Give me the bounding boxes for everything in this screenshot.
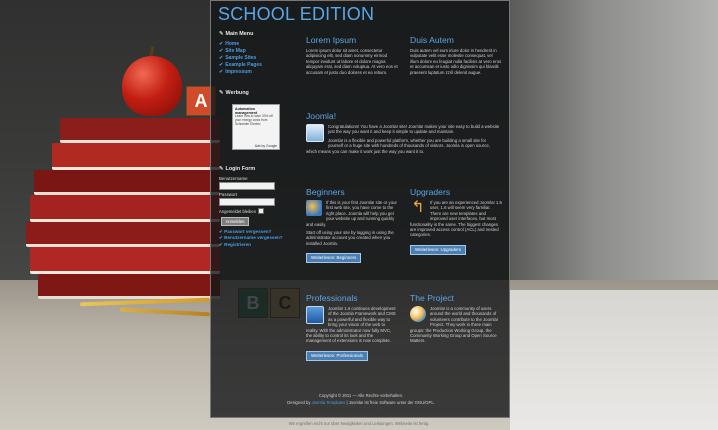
menu-item-label: Example Pages <box>225 62 262 68</box>
beginners-article <box>306 187 398 264</box>
letter-block: A <box>186 86 216 116</box>
read-more-professionals-button[interactable]: Weiterlesen: Professionals <box>306 351 368 361</box>
main-menu-title <box>219 31 291 37</box>
check-icon: ✔ <box>219 55 224 61</box>
upgrade-arrow-icon: ↰ <box>411 199 425 216</box>
remember-me <box>219 208 291 214</box>
check-icon: ✔ <box>219 235 225 241</box>
main-menu-title-text: Main Menu <box>225 31 254 37</box>
link-label: Passwort vergessen? <box>224 229 272 234</box>
book <box>34 170 220 195</box>
desk-right <box>510 290 718 430</box>
menu-item-example-pages[interactable] <box>219 62 291 69</box>
sidebar <box>219 31 291 248</box>
background-right <box>510 0 718 300</box>
menu-item-site-map[interactable] <box>219 48 291 55</box>
link-label: Registrieren <box>224 241 251 247</box>
footer-credit-link[interactable]: Joomla Templates <box>311 400 346 405</box>
ad-text: Learn how to save 30% off your energy costs from Schneider Electric <box>235 114 273 126</box>
menu-item-impressum[interactable] <box>219 69 291 76</box>
upgraders-title[interactable]: Upgraders <box>410 187 451 197</box>
book <box>26 222 220 247</box>
footer-credit-suffix: | Joomla! ist freie Software unter der GNU/GPL. <box>346 400 435 405</box>
project-title[interactable]: The Project <box>410 293 454 303</box>
menu-item-sample-sites[interactable] <box>219 55 291 62</box>
pin-icon: ✎ <box>219 90 224 96</box>
professional-icon <box>306 306 324 324</box>
footer-credit <box>211 400 511 405</box>
menu-item-label: Impressum <box>225 69 252 75</box>
book <box>38 274 220 299</box>
professionals-text: Joomla! 1.6 continues development of the Joomla Framework and CMS as a powerful and flexible way to bring your vision of the web to reality. With the administrator now fully MVC, the ability to control its look and the management of extensions is now complete. <box>306 306 396 344</box>
pin-icon: ✎ <box>219 166 224 172</box>
bottom-credit: Wir ergreifen nicht nur über Neuigkeiten und Leistungen, Webseite ist fertig. <box>288 421 430 426</box>
link-label: Benutzername vergessen? <box>224 235 283 241</box>
book <box>60 118 220 143</box>
duis-autem-article <box>410 35 502 75</box>
menu-item-label: Site Map <box>225 48 246 54</box>
check-icon: ✔ <box>219 229 225 234</box>
username-input[interactable] <box>219 182 275 190</box>
project-text: Joomla! is a community of users around the world and thousands of volunteers contribute to the Joomla! Project. They work in three main groups: the Production Working Group, the Community Working Group and Open Source Matters. <box>410 306 499 344</box>
menu-item-label: Home <box>225 41 240 47</box>
footer-credit-prefix: Designed by <box>287 400 311 405</box>
beginners-text-2: Start off using your site by logging in using the administrator account you created when you installed Joomla. <box>306 230 394 246</box>
pin-icon: ✎ <box>219 31 224 37</box>
joomla-article <box>306 111 502 154</box>
ad-box[interactable] <box>232 104 280 150</box>
login-button[interactable]: Anmelden <box>221 217 249 226</box>
check-icon: ✔ <box>219 41 224 47</box>
ad-module-title-text: Werbung <box>225 90 249 96</box>
upgraders-text: If you are an experienced Joomla! 1.5 user, 1.6 will seem very familiar. There are new templates and improved user interfaces, but most functionality is the same. The biggest changes are improved access control (ACL) and nested categories. <box>410 200 502 238</box>
read-more-beginners-button[interactable]: Weiterlesen: Beginners <box>306 253 361 263</box>
beginners-title[interactable]: Beginners <box>306 187 345 197</box>
joomla-title[interactable]: Joomla! <box>306 111 337 121</box>
book <box>52 143 220 170</box>
login-module-title-text: Login Form <box>225 166 256 172</box>
professionals-article <box>306 293 398 362</box>
book <box>30 195 220 222</box>
globe-icon <box>410 306 426 322</box>
lorem-ipsum-text: Lorem ipsum dolor sit amet, consectetur adipisicing elit, sed diam nonummy eirmod tempor invidunt ut labore et dolore magna aliquyam erat, sed diam voluptua. At vero eos et accusam et justo duo dolores et ea rebum. <box>306 48 398 75</box>
ad-headline[interactable]: Automation management <box>235 107 258 115</box>
professionals-title[interactable]: Professionals <box>306 293 358 303</box>
read-more-upgraders-button[interactable]: Weiterlesen: Upgraders <box>410 245 466 255</box>
lorem-ipsum-article <box>306 35 398 75</box>
users-icon <box>306 200 322 216</box>
password-input[interactable] <box>219 198 275 206</box>
beginners-text: If this is your first Joomla! site or your first web site, you have come to the right place. Joomla will help you get your website up and running quickly and easily. <box>306 200 397 227</box>
book <box>30 247 220 274</box>
check-icon: ✔ <box>219 62 224 68</box>
remember-label: Angemeldet bleiben <box>219 208 257 214</box>
check-icon: ✔ <box>219 69 224 75</box>
project-article <box>410 293 502 344</box>
duis-autem-text: Duis autem vel eum iriure dolor in hendrerit in vulputate velit esse molestie consequat, vel illum dolore eu feugiat nulla facilisis at vero eros et accumsan et iusto odio dignissim qui blandit praesent luptatum zzril delenit augue. <box>410 48 502 75</box>
apple <box>122 56 182 116</box>
joomla-text-1: Congratulations! You have a Joomla! site! Joomla! makes your site easy to build a website just the way you want it and keep it simple to update and maintain. <box>328 124 500 135</box>
joomla-book-icon <box>306 124 324 142</box>
lorem-ipsum-title[interactable]: Lorem Ipsum <box>306 35 357 45</box>
check-icon: ✔ <box>219 241 225 247</box>
menu-item-home[interactable] <box>219 41 291 48</box>
upgraders-article <box>410 187 502 256</box>
duis-autem-title[interactable]: Duis Autem <box>410 35 454 45</box>
site-title[interactable]: SCHOOL EDITION <box>218 4 375 24</box>
username-label: Benutzername <box>219 176 248 181</box>
footer-copyright: Copyright © 2011 — Alle Rechte vorbehalten. <box>318 393 404 398</box>
joomla-text-2: Joomla! is a flexible and powerful platform, whether you are building a small site for yourself or a huge site with hundreds of thousands of visitors. Joomla is open source, which means you can make it work just the way you want it to. <box>306 137 490 154</box>
remember-checkbox[interactable] <box>258 208 264 214</box>
login-module-title <box>219 166 291 172</box>
menu-item-label: Sample Sites <box>225 55 257 61</box>
page-container <box>210 0 510 418</box>
ad-module-title <box>219 90 291 96</box>
check-icon: ✔ <box>219 48 224 54</box>
password-label: Passwort <box>219 192 238 197</box>
register-link[interactable] <box>219 242 291 248</box>
ads-by-google[interactable]: Ads by Google <box>254 144 277 148</box>
